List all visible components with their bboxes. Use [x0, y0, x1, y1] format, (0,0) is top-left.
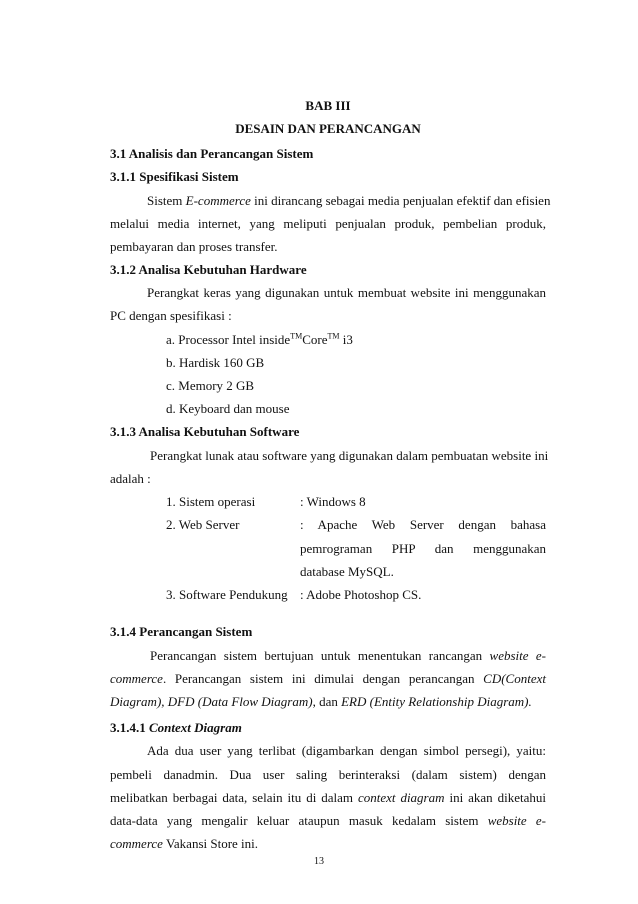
software-item-value: pemrograman PHP dan menggunakan [300, 541, 546, 556]
software-item-label: 3. Software Pendukung [166, 587, 288, 602]
paragraph-line: commerce Vakansi Store ini. [110, 836, 259, 851]
paragraph-line: Diagram), DFD (Data Flow Diagram), dan ERD (Entity Relationship Diagram). [110, 694, 532, 709]
paragraph-line: pembeli danadmin. Dua user saling berinteraksi (dalam sistem) dengan [110, 767, 546, 782]
section-3-1-1-heading: 3.1.1 Spesifikasi Sistem [110, 169, 239, 184]
paragraph-line: melalui media internet, yang meliputi penjualan produk, pembelian produk, [110, 216, 546, 231]
section-3-1-heading: 3.1 Analisis dan Perancangan Sistem [110, 146, 314, 161]
software-item-value: : Apache Web Server dengan bahasa [300, 517, 546, 532]
paragraph-line: adalah : [110, 471, 151, 486]
software-item-label: 2. Web Server [166, 517, 240, 532]
paragraph-line: Sistem E-commerce ini dirancang sebagai media penjualan efektif dan efisien [147, 193, 551, 208]
paragraph-line: Ada dua user yang terlibat (digambarkan dengan simbol persegi), yaitu: [147, 743, 546, 758]
chapter-title: DESAIN DAN PERANCANGAN [235, 121, 421, 136]
paragraph-line: data-data yang mengalir keluar ataupun masuk kedalam sistem website e- [110, 813, 546, 828]
paragraph-line: PC dengan spesifikasi : [110, 308, 232, 323]
paragraph-line: Perangkat lunak atau software yang digunakan dalam pembuatan website ini [150, 448, 549, 463]
paragraph-line: commerce. Perancangan sistem ini dimulai dengan perancangan CD(Context [110, 671, 546, 686]
section-3-1-4-1-heading: 3.1.4.1 Context Diagram [110, 720, 242, 735]
page-number: 13 [314, 856, 324, 867]
section-3-1-4-heading: 3.1.4 Perancangan Sistem [110, 624, 253, 639]
paragraph-line: melibatkan berbagai data, selain itu di dalam context diagram ini akan diketahui [110, 790, 546, 805]
hardware-item-d: d. Keyboard dan mouse [166, 401, 290, 416]
software-item-label: 1. Sistem operasi [166, 494, 256, 509]
hardware-item-b: b. Hardisk 160 GB [166, 355, 265, 370]
paragraph-line: Perangkat keras yang digunakan untuk membuat website ini menggunakan [147, 285, 546, 300]
software-item-value: : Adobe Photoshop CS. [300, 587, 422, 602]
hardware-item-a: a. Processor Intel inside™Core™ i3 [166, 331, 353, 347]
paragraph-line: Perancangan sistem bertujuan untuk menentukan rancangan website e- [150, 648, 546, 663]
section-3-1-2-heading: 3.1.2 Analisa Kebutuhan Hardware [110, 262, 307, 277]
software-item-value: database MySQL. [300, 564, 394, 579]
paragraph-line: pembayaran dan proses transfer. [110, 239, 278, 254]
hardware-item-c: c. Memory 2 GB [166, 378, 255, 393]
chapter-label: BAB III [305, 98, 351, 113]
software-item-value: : Windows 8 [300, 494, 366, 509]
section-3-1-3-heading: 3.1.3 Analisa Kebutuhan Software [110, 424, 300, 439]
